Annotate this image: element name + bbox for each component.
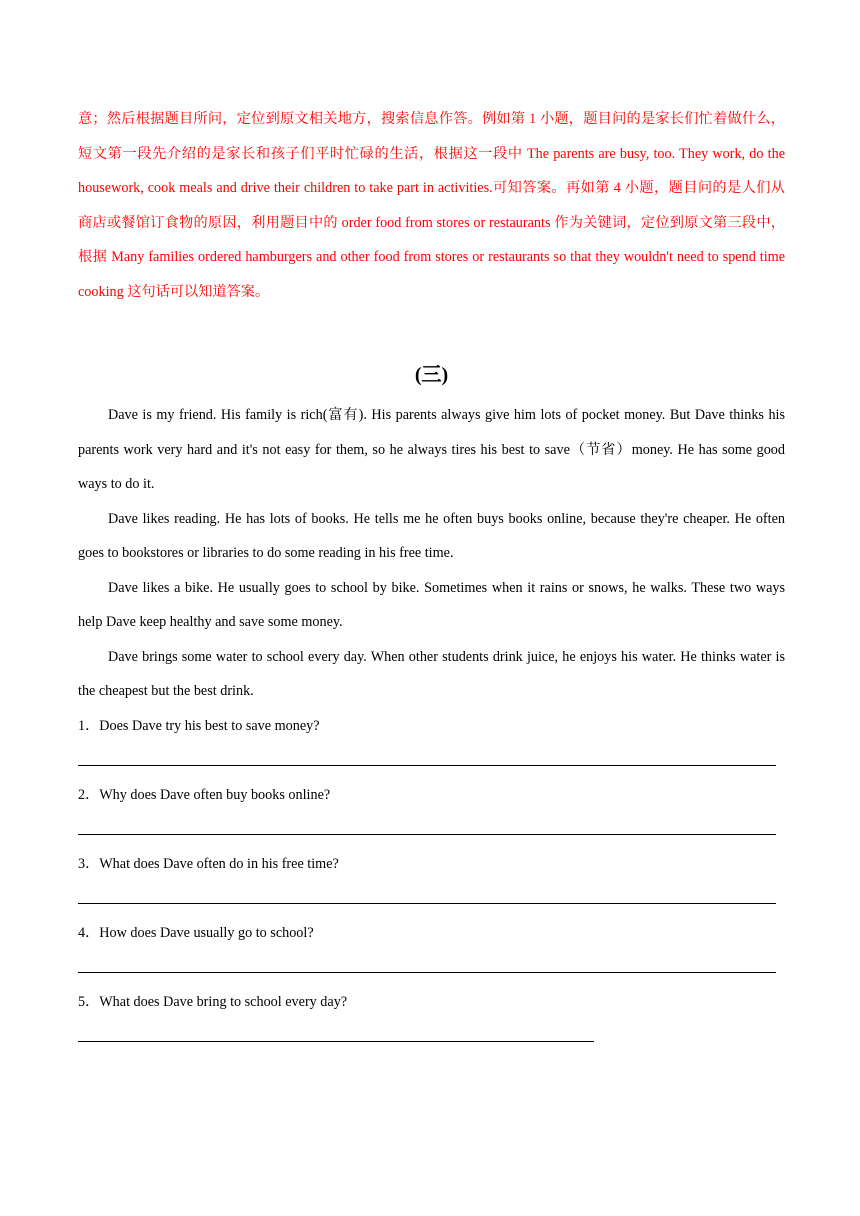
answer-blank[interactable] [78,1019,785,1054]
question-item: 2．Why does Dave often buy books online? [78,786,331,803]
answer-blank[interactable] [78,743,785,778]
answer-blank[interactable] [78,812,785,847]
answer-blank[interactable] [78,881,785,916]
answer-underline [78,972,776,973]
section-title: (三) [414,364,449,386]
question-item: 3．What does Dave often do in his free time? [78,855,339,872]
answer-underline [78,765,776,766]
answer-underline [78,834,776,835]
passage-paragraph: Dave likes reading. He has lots of books. He tells me he often buys books online, because they're cheaper. He often goes to bookstores or libraries to do some reading in his free time. [78,510,785,561]
passage-paragraph: Dave likes a bike. He usually goes to school by bike. Sometimes when it rains or snows, he walks. These two ways help Dave keep healthy and save some money. [78,579,785,630]
question-item: 1．Does Dave try his best to save money? [78,717,320,734]
passage-paragraph: Dave brings some water to school every day. When other students drink juice, he enjoys his water. He thinks water is the cheapest but the best drink. [78,648,785,699]
answer-underline [78,903,776,904]
answer-explanation: 意；然后根据题目所问，定位到原文相关地方，搜索信息作答。例如第 1 小题，题目问的是家长们忙着做什么，短文第一段先介绍的是家长和孩子们平时忙碌的生活，根据这一段中 The parents are busy, too. They work, do the housework, cook meals and drive their children to take part in activities.可知答案。再如第 4 小题，题目问的是人们从商店或餐馆订食物的原因，利用题目中的 order food from stores or restaurants 作为关键词，定位到原文第三段中，根据 Many families ordered hamburgers and other food from stores or restaurants so that they wouldn't need to spend time cooking 这句话可以知道答案。 [78,111,785,300]
question-list [78,709,785,1054]
question-item: 5．What does Dave bring to school every day? [78,993,348,1010]
question-item: 4．How does Dave usually go to school? [78,924,314,941]
document-page [78,102,785,1054]
passage-paragraph: Dave is my friend. His family is rich(富有). His parents always give him lots of pocket money. But Dave thinks his parents work very hard and it's not easy for them, so he always tires his best to save（节省）money. He has some good ways to do it. [78,407,785,492]
answer-underline [78,1041,594,1042]
answer-blank[interactable] [78,950,785,985]
reading-passage [78,398,785,709]
